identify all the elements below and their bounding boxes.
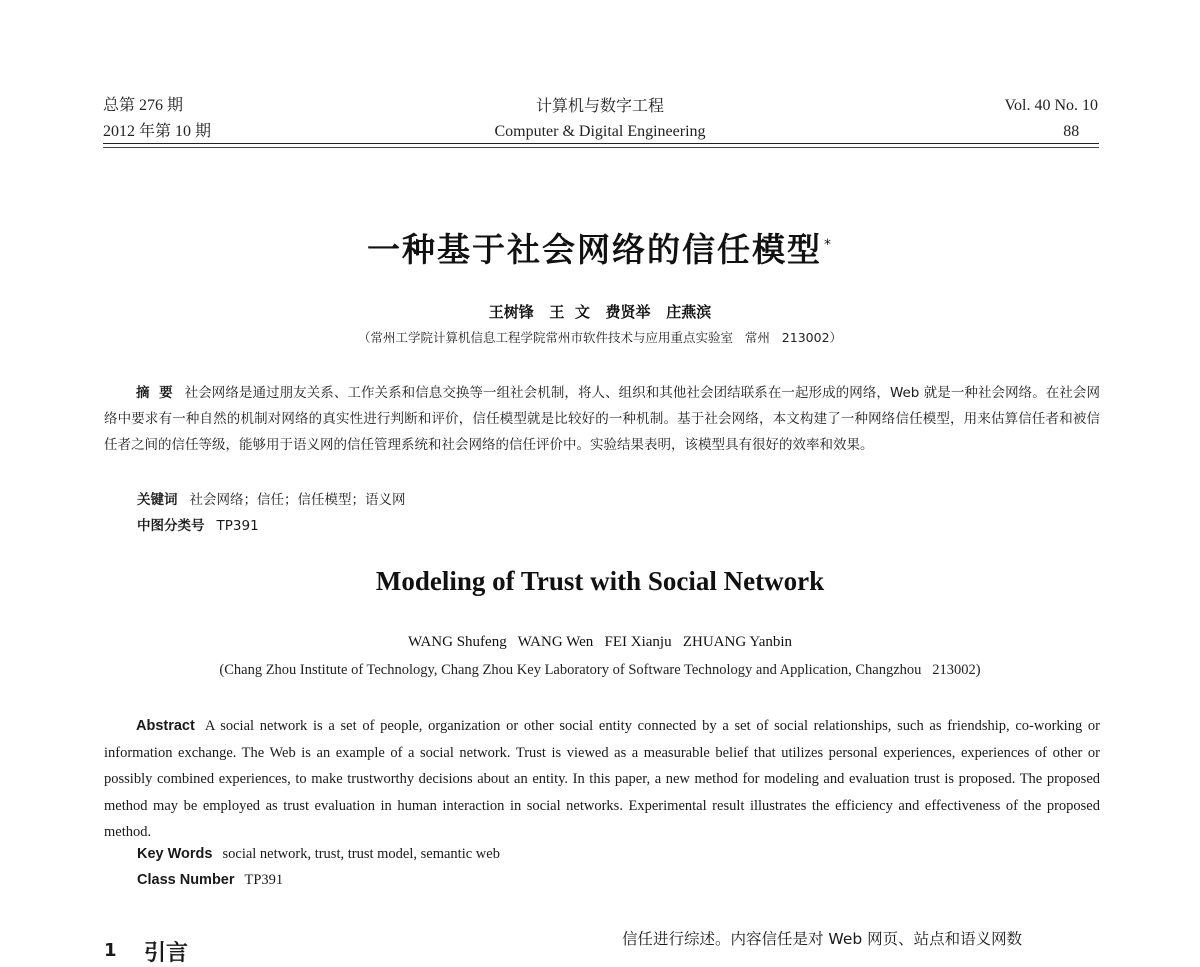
authors-en: WANG Shufeng WANG Wen FEI Xianju ZHUANG Yanbin [407,634,793,650]
class-en-value: TP391 [244,872,284,888]
abstract-en-label: Abstract [136,718,195,734]
keywords-en-label: Key Words [137,846,213,862]
section-number: 1 [104,940,117,961]
abstract-en [104,713,1100,846]
keywords-cn-label: 关键词 [137,492,178,508]
volume-info [1005,96,1099,142]
class-en-label: Class Number [137,872,235,888]
affiliation-en: (Chang Zhou Institute of Technology, Chang Zhou Key Laboratory of Software Technology and Application, Changzhou 213002) [219,662,981,678]
paper-title-en: Modeling of Trust with Social Network [375,566,825,596]
class-number-cn [137,514,259,534]
journal-name-cn: 计算机与数字工程 [535,96,664,115]
keywords-cn-text: 社会网络；信任；信任模型；语义网 [189,492,406,508]
keywords-en-text: social network, trust, trust model, semantic web [222,846,500,862]
abstract-cn-text: 社会网络是通过朋友关系、工作关系和信息交换等一组社会机制，将人、组织和其他社会团结联系在一起形成的网络，Web 就是一种社会网络。在社会网络中要求有一种自然的机制对网络的真实性进行判断和评价，信任模型就是比较好的一种机制。基于社会网络，本文构建了一种网络信任模型，用来估算信任者和被信任者之间的信任等级，能够用于语义网的信任管理系统和社会网络的信任评价中。实验结果表明，该模型具有很好的效率和效果。 [104,385,1100,453]
class-cn-label: 中图分类号 [137,518,205,534]
abstract-cn-label: 摘 要 [136,385,173,401]
issue-total: 总第 276 期 [103,97,184,114]
class-number-en [137,872,283,889]
class-cn-value: TP391 [216,518,259,534]
header-rule-thin [103,147,1099,148]
keywords-cn [137,488,406,508]
abstract-en-text: A social network is a set of people, organization or other social entity connected by a set of social relationships, such as friendship, co-working or information exchange. The Web is an example of a social network. Trust is viewed as a measurable belief that utilizes personal experiences, experiences of other or possibly combined experiences, to make trustworthy decisions about an entity. In this paper, a new method for modeling and evaluation trust is proposed. The proposed method may be employed as trust evaluation in human interaction in social networks. Experimental result illustrates the efficiency and effectiveness of the proposed method. [104,718,1100,840]
page-number: 88 [1063,123,1080,140]
section-title: 引言 [144,941,189,966]
body-text-right-column: 信任进行综述。内容信任是对 Web 网页、站点和语义网数 [622,930,1023,948]
paper-title-cn [0,224,1200,271]
issue-year: 2012 年第 10 期 [103,123,212,140]
title-cn-text: 一种基于社会网络的信任模型 [367,230,822,269]
journal-name [400,96,800,142]
keywords-en [137,846,500,863]
abstract-cn [104,380,1100,458]
header-rule-thick [103,143,1099,144]
volume-number: Vol. 40 No. 10 [1004,97,1098,114]
authors-cn: 王树锋 王 文 费贤举 庄燕滨 [488,303,712,321]
journal-name-en: Computer & Digital Engineering [494,123,706,140]
affiliation-cn: （常州工学院计算机信息工程学院常州市软件技术与应用重点实验室 常州 213002） [357,330,843,345]
title-footnote-mark: * [824,237,833,253]
issue-info [103,96,211,142]
